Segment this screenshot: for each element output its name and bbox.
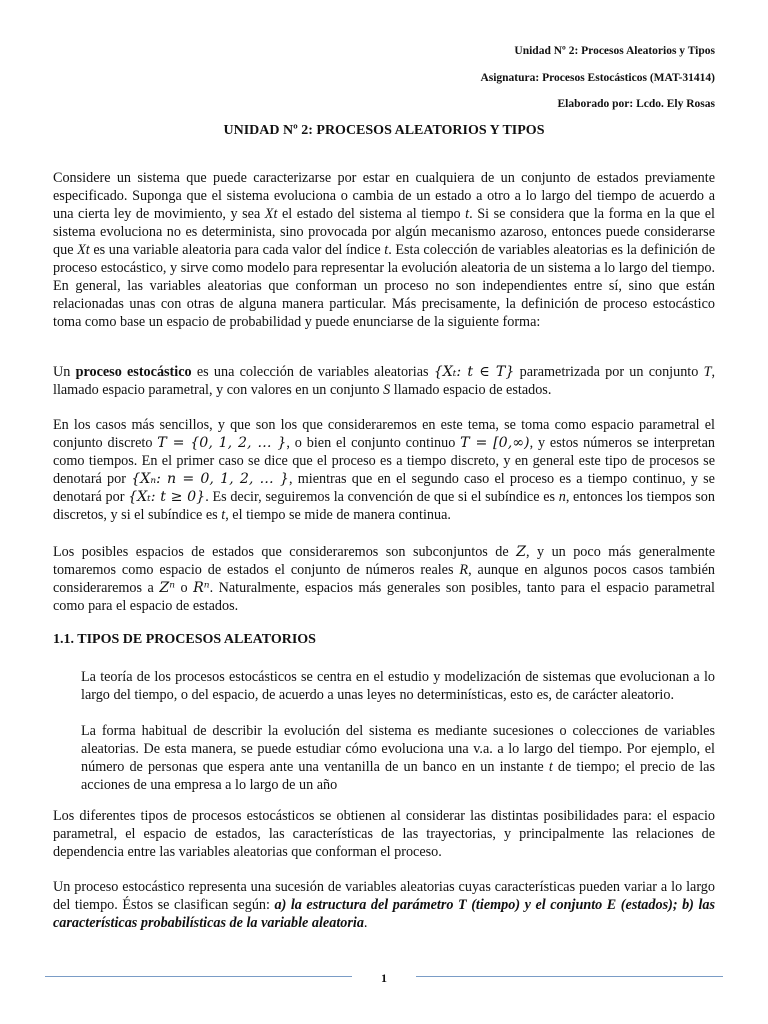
text: En los casos más sencillos, y que son los que consideraremos en este tema, se toma como espacio parametral el conjunto discreto xyxy=(53,417,715,451)
theory-paragraph: La teoría de los procesos estocásticos se centra en el estudio y modelización de sistemas que evolucionan a lo largo del tiempo, o del espacio, de acuerdo a unas leyes no determinísticas, esto es, de carácter aleatorio. xyxy=(81,669,715,703)
document-title: UNIDAD Nº 2: PROCESOS ALEATORIOS Y TIPOS xyxy=(223,123,545,138)
math-var: Z xyxy=(516,544,526,560)
intro-paragraph xyxy=(53,169,715,331)
text: . xyxy=(363,915,368,931)
text: , o bien el conjunto continuo xyxy=(286,435,461,451)
math-var: T xyxy=(703,364,712,380)
text: . Es decir, seguiremos la convención de que si el subíndice es xyxy=(205,489,559,505)
text: Un xyxy=(53,364,76,380)
text: o xyxy=(174,580,194,596)
text: Considere un sistema que puede caracterizarse por estar en cualquiera de un conjunto de estados previamente especificado. Suponga que el sistema evoluciona o cambia de un estado a otro a lo largo del tiempo de acuerdo a una cierta ley de movimiento, y sea xyxy=(53,170,715,222)
definition-paragraph xyxy=(53,363,715,399)
text: , entonces los tiempos son discretos, y si el subíndice es xyxy=(53,489,715,523)
text: es una variable aleatoria para cada valor del índice xyxy=(89,242,385,258)
text: , aunque en algunos pocos casos también consideraremos a xyxy=(53,562,716,596)
evolution-paragraph xyxy=(81,722,715,794)
text: , el tiempo se mide de manera continua. xyxy=(225,507,451,523)
section-title: 1.1. TIPOS DE PROCESOS ALEATORIOS xyxy=(53,632,316,647)
header-author: Elaborado por: Lcdo. Ely Rosas xyxy=(557,98,715,110)
bold-term: proceso estocástico xyxy=(75,364,192,380)
math-set: {Xₜ: t ∈ T} xyxy=(433,364,515,380)
text: , y un poco más generalmente tomaremos como espacio de estados el conjunto de números reales xyxy=(53,544,715,578)
text: parametrizada por un conjunto xyxy=(514,364,704,380)
math-expr: T = {0, 1, 2, … } xyxy=(157,435,287,451)
text: Los posibles espacios de estados que consideraremos son subconjuntos de xyxy=(53,544,517,560)
text: llamado espacio de estados. xyxy=(390,382,552,398)
math-var: n xyxy=(558,489,566,505)
math-var: Rⁿ xyxy=(193,580,210,596)
text: el estado del sistema al tiempo xyxy=(277,206,466,222)
types-paragraph: Los diferentes tipos de procesos estocásticos se obtienen al considerar las distintas posibilidades para: el espacio parametral, el espacio de estados, las características de las trayectorias, y principalmente las relaciones de dependencia entre las variables aleatorias que conforman el proceso. xyxy=(53,808,715,860)
math-var: S xyxy=(383,382,391,398)
header-subject: Asignatura: Procesos Estocásticos (MAT-31414) xyxy=(480,72,715,84)
math-var: t xyxy=(221,507,226,523)
math-expr: {Xₜ: t ≥ 0} xyxy=(128,489,206,505)
math-var: Xt xyxy=(77,242,90,258)
math-var: t xyxy=(384,242,389,258)
text: . Naturalmente, espacios más generales son posibles, tanto para el espacio parametral como para el espacio de estados. xyxy=(53,580,715,614)
text: Un proceso estocástico representa una sucesión de variables aleatorias cuyas características pueden variar a lo largo del tiempo. Éstos se clasifican según: xyxy=(53,879,715,913)
header-unit: Unidad Nº 2: Procesos Aleatorios y Tipos xyxy=(514,45,715,57)
math-var: R xyxy=(459,562,469,578)
text: . Si se considera que la forma en la que el sistema evoluciona no es determinista, sino provocada por algún mecanismo azaroso, entonces puede considerarse que xyxy=(53,206,715,258)
text: , llamado espacio parametral, y con valores en un conjunto xyxy=(53,364,715,398)
text: La forma habitual de describir la evolución del sistema es mediante sucesiones o colecciones de variables aleatorias. De esta manera, se puede estudiar cómo evoluciona una v.a. a lo largo del tiempo. Por ejemplo, el número de personas que espera ante una ventanilla de un banco en un instante xyxy=(81,723,715,775)
text: , y estos números se interpretan como tiempos. En el primer caso se dice que el proceso es a tiempo discreto, y en general este tipo de procesos se denotará por xyxy=(53,435,716,487)
text: . Esta colección de variables aleatorias es la definición de proceso estocástico, y sirve como modelo para representar la evolución aleatoria de un sistema a lo largo del tiempo. En general, las variables aleatorias que conforman un proceso no son independientes entre sí, sino que están relacionadas unas con otras de alguna manera particular. Más precisamente, la definición de proceso estocástico toma como base un espacio de probabilidad y puede enunciarse de la siguiente forma: xyxy=(53,242,715,330)
math-var: Zⁿ xyxy=(159,580,175,596)
bold-italic-text: a) la estructura del parámetro T (tiempo) y el conjunto E (estados); b) las características probabilísticas de la variable aleatoria xyxy=(53,897,715,931)
parameter-space-paragraph xyxy=(53,416,715,524)
math-expr: {Xₙ: n = 0, 1, 2, … } xyxy=(131,471,289,487)
text: de tiempo; el precio de las acciones de una empresa a lo largo de un año xyxy=(81,759,715,793)
math-var: t xyxy=(465,206,470,222)
math-var: Xt xyxy=(264,206,278,222)
math-expr: T = [0,∞) xyxy=(460,435,530,451)
text: , mientras que en el segundo caso el proceso es a tiempo continuo, y se denotará por xyxy=(53,471,715,505)
text: es una colección de variables aleatorias xyxy=(191,364,434,380)
math-var: t xyxy=(548,759,553,775)
state-space-paragraph xyxy=(53,543,715,615)
classification-paragraph xyxy=(53,878,715,932)
page-number: 1 xyxy=(381,971,387,985)
